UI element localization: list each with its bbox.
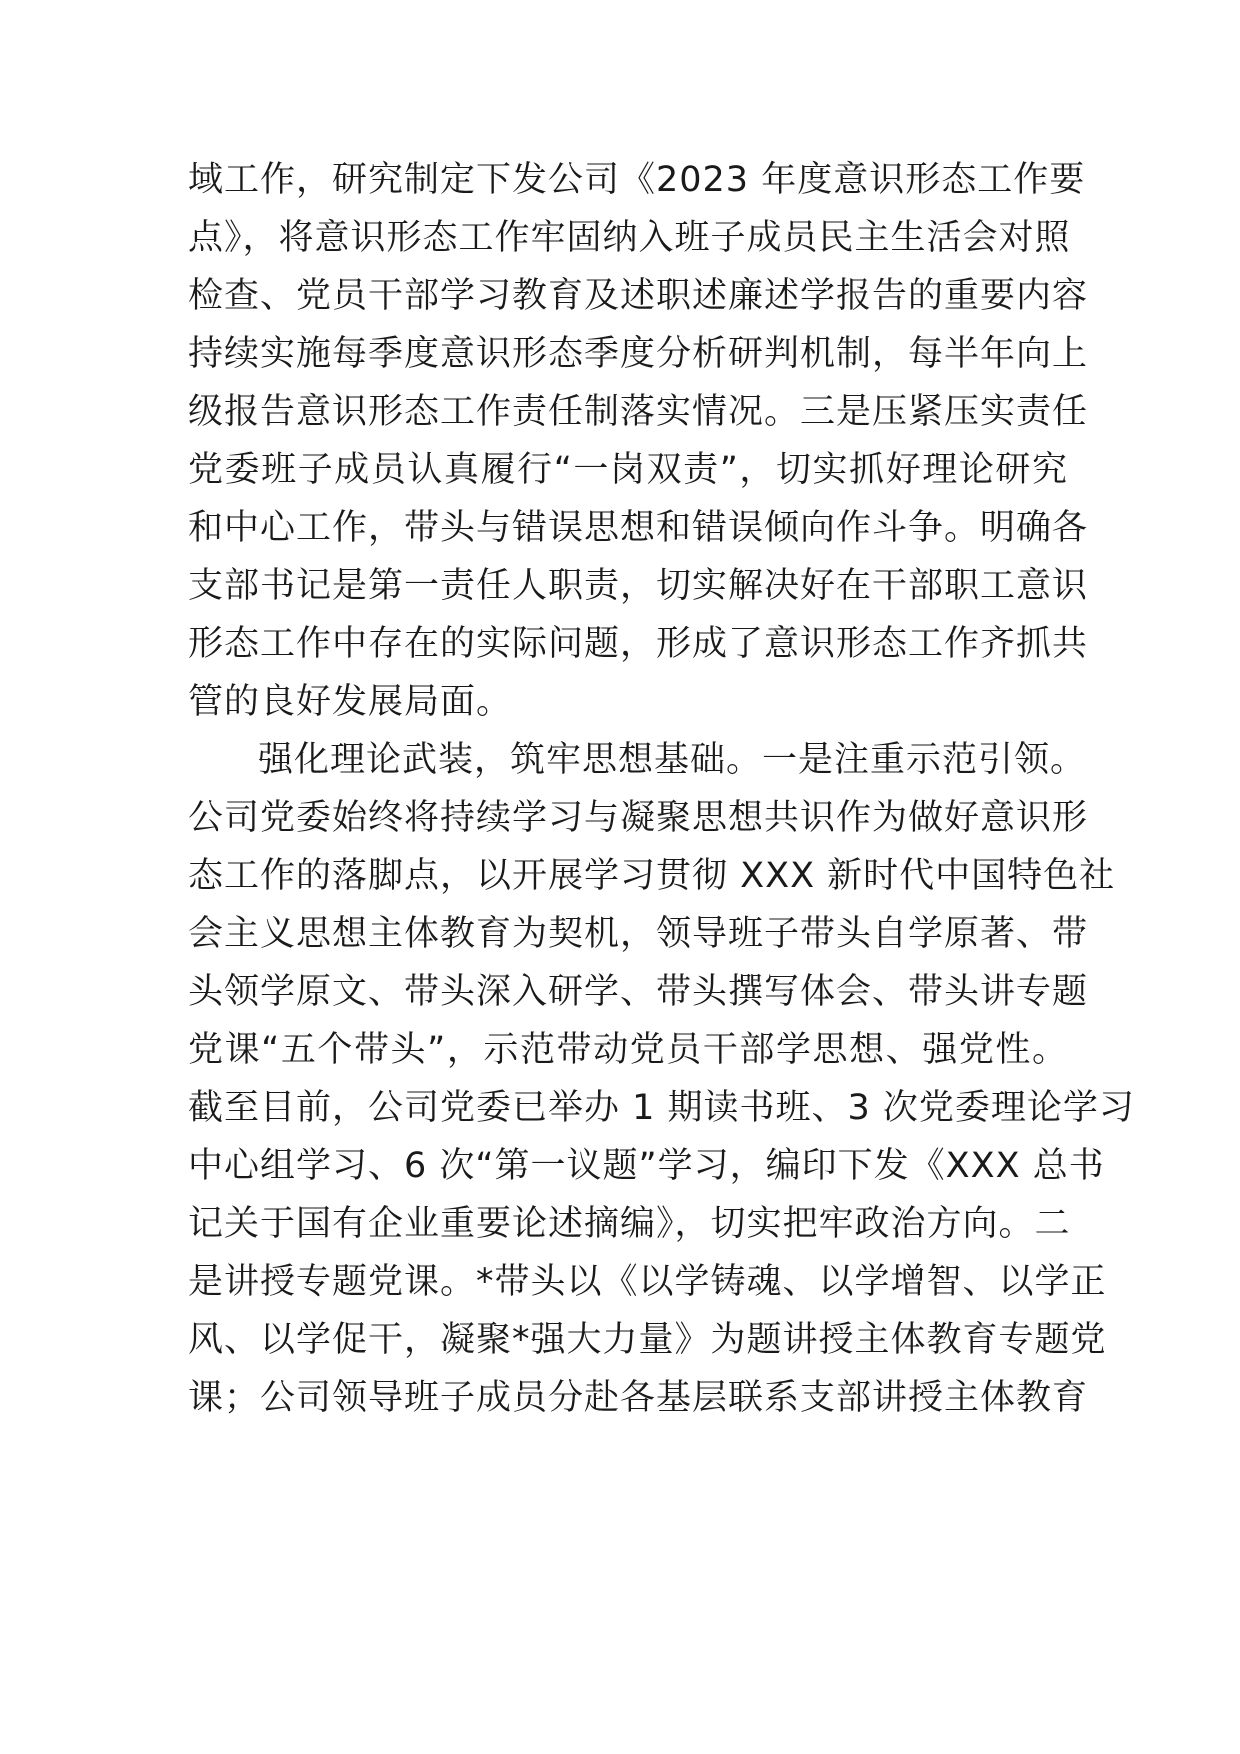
paragraph-line: 形态工作中存在的实际问题，形成了意识形态工作齐抓共 — [188, 624, 1089, 664]
paragraph-line: 头领学原文、带头深入研学、带头撰写体会、带头讲专题 — [188, 972, 1089, 1012]
paragraph-line: 课；公司领导班子成员分赴各基层联系支部讲授主体教育 — [188, 1378, 1089, 1418]
paragraph-line: 中心组学习、6 次“第一议题”学习，编印下发《XXX 总书 — [188, 1146, 1105, 1186]
paragraph-line: 级报告意识形态工作责任制落实情况。三是压紧压实责任 — [188, 392, 1089, 432]
paragraph-line: 记关于国有企业重要论述摘编》，切实把牢政治方向。二 — [188, 1204, 1071, 1244]
paragraph-line: 是讲授专题党课。*带头以《以学铸魂、以学增智、以学正 — [188, 1262, 1107, 1302]
paragraph-heading-line: 强化理论武装，筑牢思想基础。一是注重示范引领。 — [258, 740, 1087, 780]
paragraph-line: 域工作，研究制定下发公司《2023 年度意识形态工作要 — [188, 160, 1086, 200]
paragraph-line: 会主义思想主体教育为契机，领导班子带头自学原著、带 — [188, 914, 1089, 954]
paragraph-line: 截至目前，公司党委已举办 1 期读书班、3 次党委理论学习 — [188, 1088, 1135, 1128]
paragraph-line: 态工作的落脚点，以开展学习贯彻 XXX 新时代中国特色社 — [188, 856, 1116, 896]
paragraph-line: 党委班子成员认真履行“一岗双责”，切实抓好理论研究 — [188, 450, 1068, 490]
paragraph-line: 支部书记是第一责任人职责，切实解决好在干部职工意识 — [188, 566, 1089, 606]
paragraph-line: 检查、党员干部学习教育及述职述廉述学报告的重要内容 — [188, 276, 1089, 316]
paragraph-line: 管的良好发展局面。 — [188, 682, 513, 722]
paragraph-line: 点》，将意识形态工作牢固纳入班子成员民主生活会对照 — [188, 218, 1071, 258]
paragraph-line: 风、以学促干，凝聚*强大力量》为题讲授主体教育专题党 — [188, 1320, 1107, 1360]
paragraph-line: 公司党委始终将持续学习与凝聚思想共识作为做好意识形 — [188, 798, 1089, 838]
paragraph-line: 持续实施每季度意识形态季度分析研判机制，每半年向上 — [188, 334, 1089, 374]
paragraph-line: 和中心工作，带头与错误思想和错误倾向作斗争。明确各 — [188, 508, 1089, 548]
paragraph-line: 党课“五个带头”，示范带动党员干部学思想、强党性。 — [188, 1030, 1068, 1070]
